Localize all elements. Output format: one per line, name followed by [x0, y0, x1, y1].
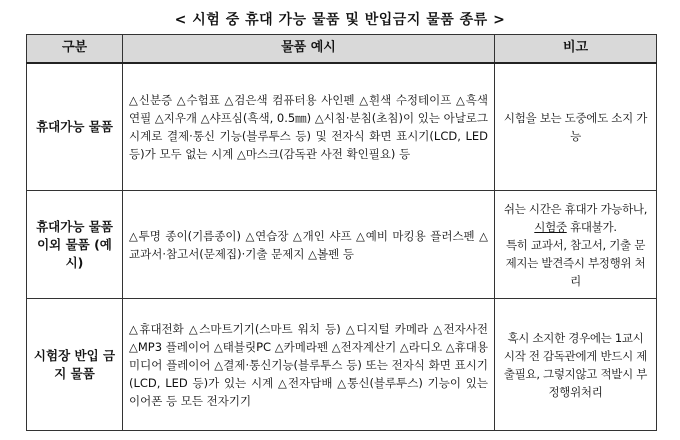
table-row — [27, 191, 657, 299]
row-note — [495, 191, 657, 299]
items-table — [26, 34, 657, 431]
row-note-part: 쉬는 시간은 휴대가 가능하나, — [503, 201, 648, 216]
row-examples: △투명 종이(기름종이) △연습장 △개인 샤프 △예비 마킹용 플러스펜 △ 교과서·참고서(문제집)·기출 문제지 △볼펜 등 — [123, 191, 495, 299]
row-note-part: 휴대불가. — [566, 219, 617, 234]
row-note: 혹시 소지한 경우에는 1교시 시작 전 감독관에게 반드시 제출필요, 그렇지않고 적발시 부정행위처리 — [495, 299, 657, 431]
row-examples: △휴대전화 △스마트기기(스마트 워치 등) △디지털 카메라 △전자사전 △MP3 플레이어 △태블릿PC △카메라펜 △전자계산기 △라디오 △휴대용 미디어 플레이어 △결제·통신기능(블루투스 등) 또는 전자식 화면 표시기(LCD, LED 등)가 있는 시계 △전자담배 △통신(블루투스) 기능이 있는 이어폰 등 모든 전자기기 — [123, 299, 495, 431]
row-category: 시험장 반입 금지 물품 — [27, 299, 123, 431]
column-header-note: 비고 — [495, 35, 657, 63]
column-header-examples: 물품 예시 — [123, 35, 495, 63]
column-header-category: 구분 — [27, 35, 123, 63]
row-examples: △신분증 △수험표 △검은색 컴퓨터용 사인펜 △흰색 수정테이프 △흑색 연필 △지우개 △샤프심(흑색, 0.5㎜) △시침·분침(초침)이 있는 아날로그 시계로 결제·통신 기능(블루투스 등) 및 전자식 화면 표시기(LCD, LED 등)가 모두 없는 시계 △마스크(감독관 사전 확인필요) 등 — [123, 63, 495, 191]
table-row — [27, 63, 657, 191]
table-row — [27, 299, 657, 431]
table-header-row — [27, 35, 657, 63]
page-title: < 시험 중 휴대 가능 물품 및 반입금지 물품 종류 > — [174, 12, 506, 28]
row-note: 시험을 보는 도중에도 소지 가능 — [495, 63, 657, 191]
row-category: 휴대가능 물품 이외 물품 (예시) — [27, 191, 123, 299]
row-note-part: 특히 교과서, 참고서, 기출 문제지는 발견즉시 부정행위 처리 — [505, 237, 646, 288]
row-category: 휴대가능 물품 — [27, 63, 123, 191]
row-note-underlined: 시험중 — [534, 219, 567, 234]
